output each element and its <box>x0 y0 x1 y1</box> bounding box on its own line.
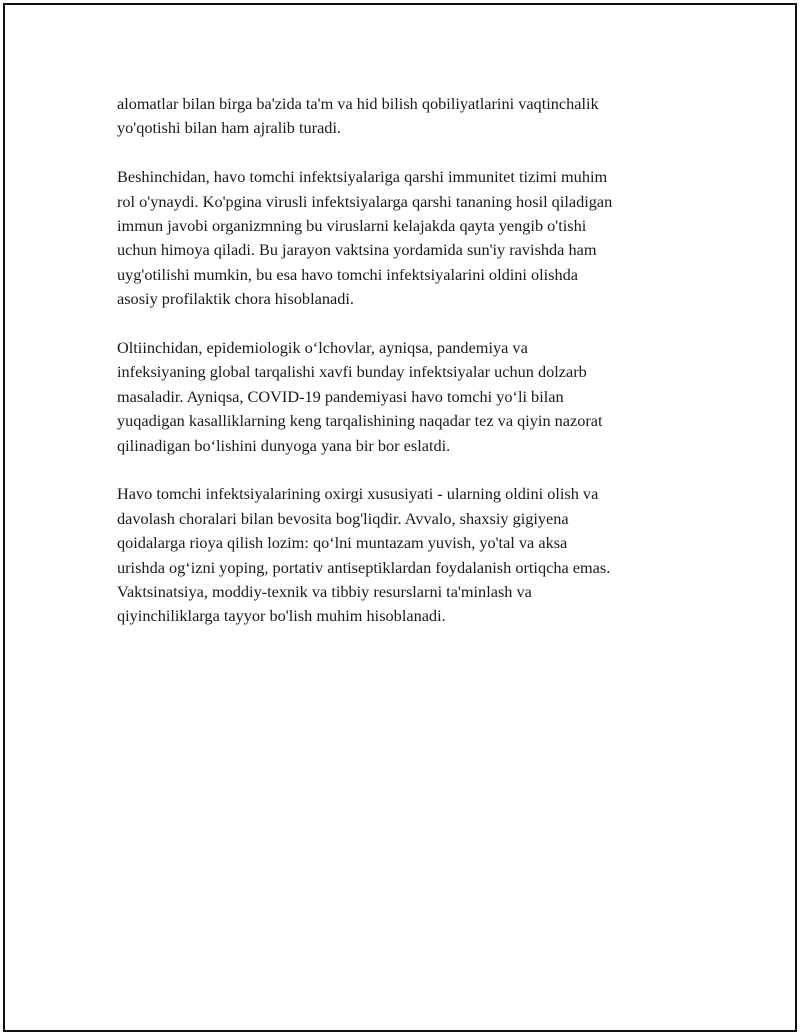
text-line: yuqadigan kasalliklarning keng tarqalishining naqadar tez va qiyin nazorat <box>117 411 603 431</box>
text-line: qilinadigan bo‘lishini dunyoga yana bir bor eslatdi. <box>117 435 451 455</box>
text-line: Oltiinchidan, epidemiologik o‘lchovlar, ayniqsa, pandemiya va <box>117 338 528 358</box>
text-line: rol o'ynaydi. Ko'pgina virusli infektsiyalarga qarshi tananing hosil qiladigan <box>117 191 613 211</box>
text-line: urishda og‘izni yoping, portativ antiseptiklardan foydalanish ortiqcha emas. <box>117 557 611 577</box>
document-body <box>117 92 687 653</box>
text-line: immun javobi organizmning bu viruslarni kelajakda qayta yengib o'tishi <box>117 216 587 236</box>
paragraph-3 <box>117 336 687 458</box>
text-line: qoidalarga rioya qilish lozim: qo‘lni muntazam yuvish, yo'tal va aksa <box>117 533 568 553</box>
text-line: Havo tomchi infektsiyalarining oxirgi xususiyati - ularning oldini olish va <box>117 484 599 504</box>
text-line: Vaktsinatsiya, moddiy-texnik va tibbiy resurslarni ta'minlash va <box>117 582 532 602</box>
text-line: uyg'otilishi mumkin, bu esa havo tomchi infektsiyalarini oldini olishda <box>117 264 579 284</box>
paragraph-2 <box>117 165 687 311</box>
text-line: qiyinchiliklarga tayyor bo'lish muhim hisoblanadi. <box>117 606 446 626</box>
text-line: davolash choralari bilan bevosita bog'liqdir. Avvalo, shaxsiy gigiyena <box>117 508 569 528</box>
text-line: uchun himoya qiladi. Bu jarayon vaktsina yordamida sun'iy ravishda ham <box>117 240 597 260</box>
text-line: asosiy profilaktik chora hisoblanadi. <box>117 289 354 309</box>
text-line: alomatlar bilan birga ba'zida ta'm va hid bilish qobiliyatlarini vaqtinchalik <box>117 94 599 113</box>
text-line: masaladir. Ayniqsa, COVID-19 pandemiyasi havo tomchi yo‘li bilan <box>117 386 564 406</box>
text-line: yo'qotishi bilan ham ajralib turadi. <box>117 118 342 138</box>
text-line: infeksiyaning global tarqalishi xavfi bunday infektsiyalar uchun dolzarb <box>117 362 587 382</box>
paragraph-1 <box>117 92 687 141</box>
text-line: Beshinchidan, havo tomchi infektsiyalariga qarshi immunitet tizimi muhim <box>117 167 608 187</box>
paragraph-4 <box>117 482 687 628</box>
